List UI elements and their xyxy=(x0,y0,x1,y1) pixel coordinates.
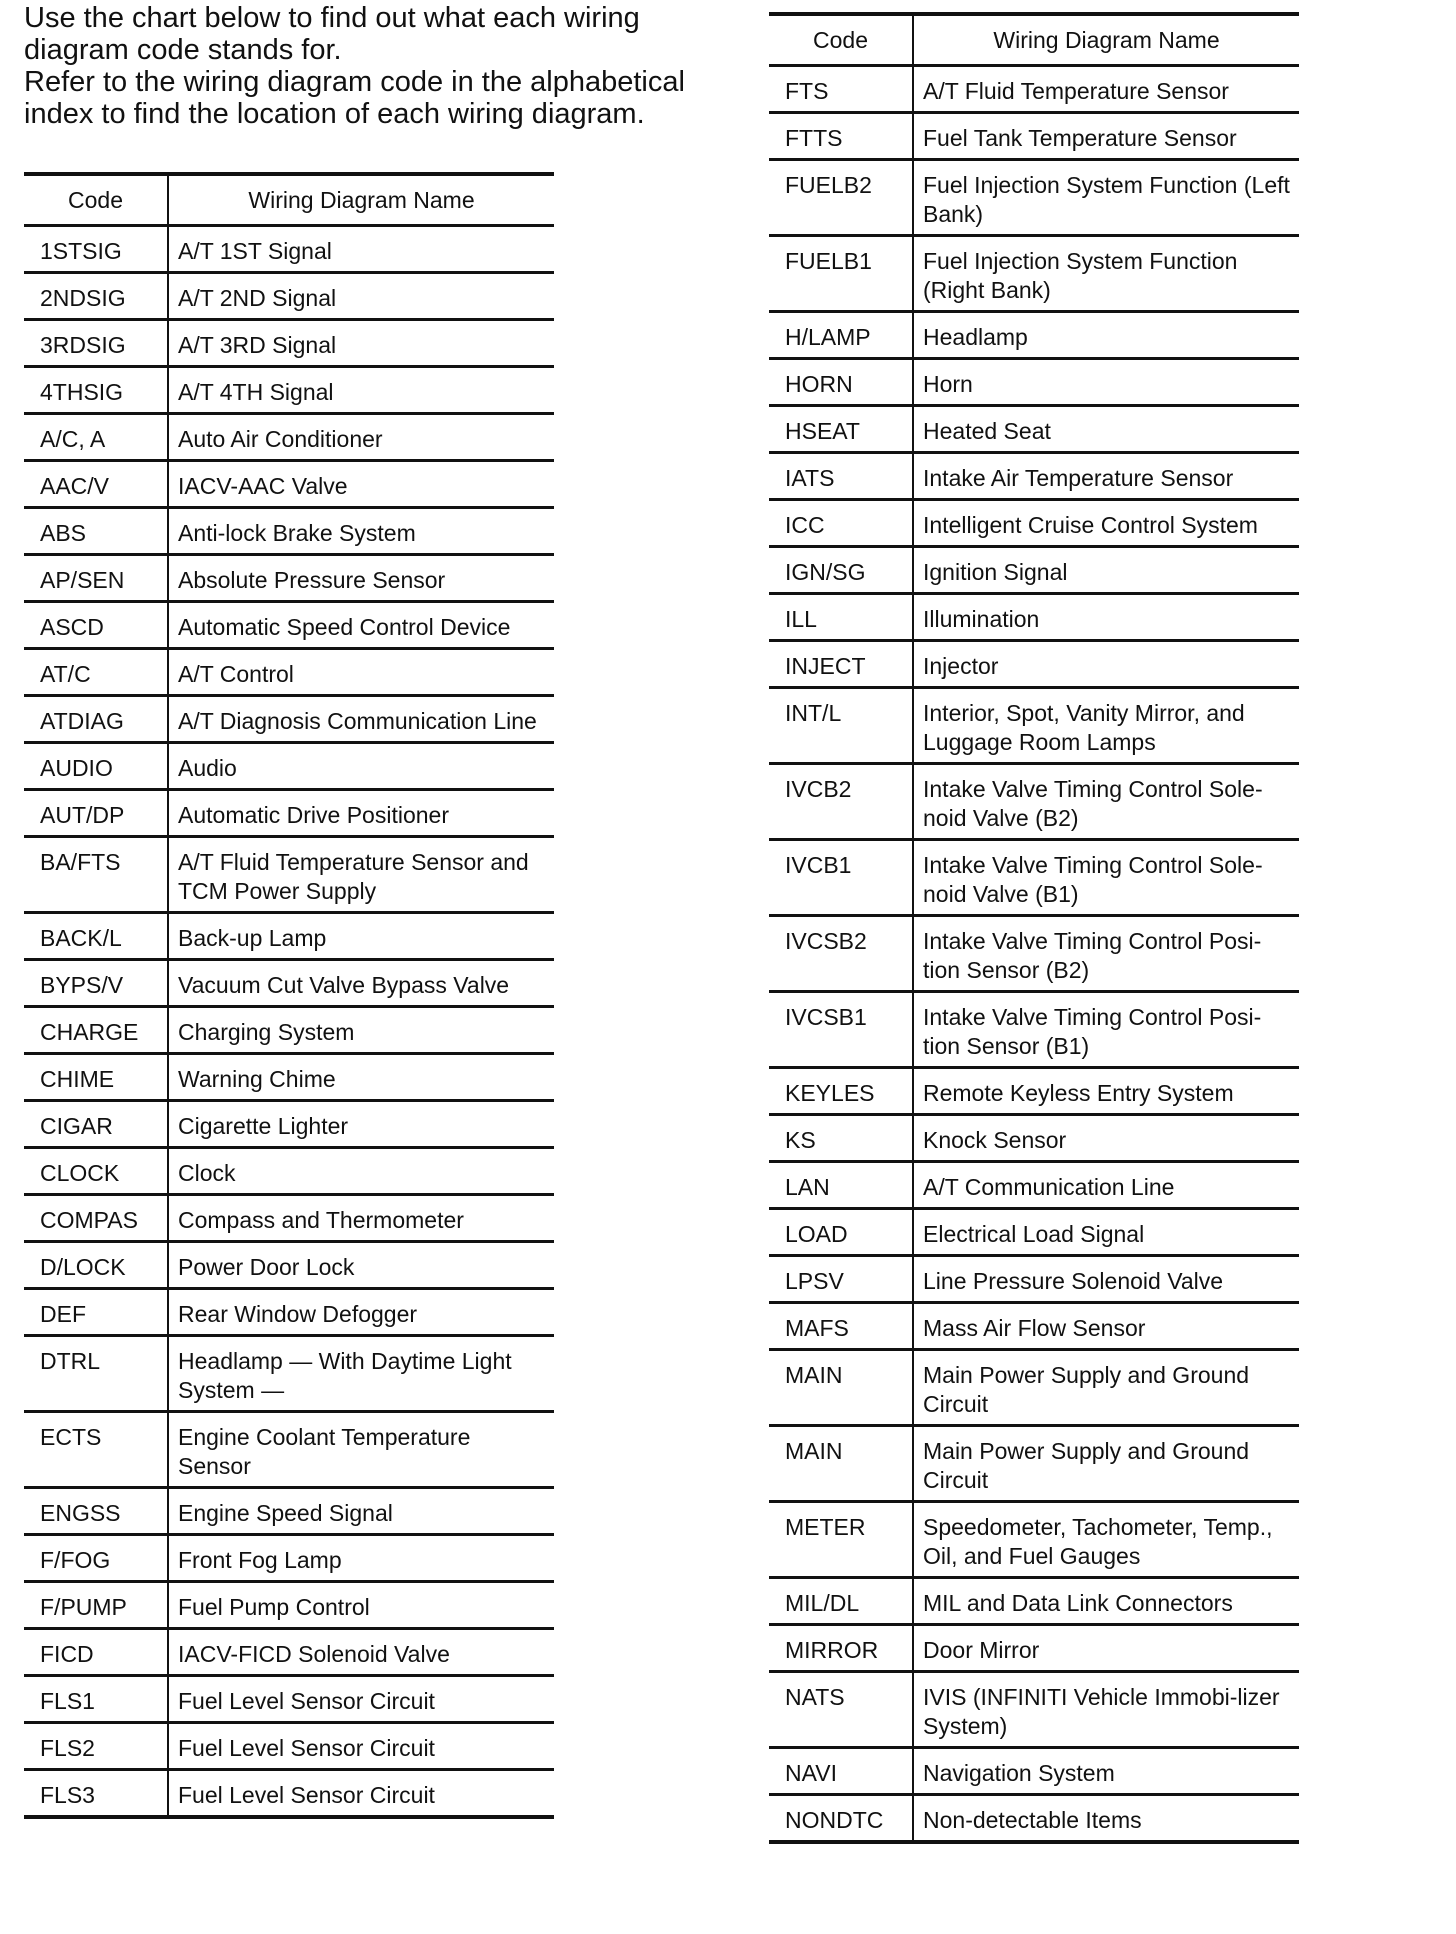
column-header-code: Code xyxy=(769,14,913,66)
table-row xyxy=(769,764,1299,840)
wiring-diagram-name: Main Power Supply and Ground Circuit xyxy=(913,1426,1299,1502)
wiring-code: F/PUMP xyxy=(24,1582,168,1629)
wiring-code: ENGSS xyxy=(24,1488,168,1535)
wiring-diagram-name: Auto Air Conditioner xyxy=(168,414,554,461)
wiring-diagram-name: Injector xyxy=(913,641,1299,688)
table-row xyxy=(769,160,1299,236)
wiring-diagram-name: A/T Communication Line xyxy=(913,1162,1299,1209)
table-row xyxy=(24,555,554,602)
wiring-code: 1STSIG xyxy=(24,226,168,273)
wiring-diagram-name: A/T 1ST Signal xyxy=(168,226,554,273)
table-row xyxy=(24,1101,554,1148)
table-row xyxy=(769,641,1299,688)
wiring-diagram-name: Intake Valve Timing Control Posi-tion Sensor (B1) xyxy=(913,992,1299,1068)
wiring-code: F/FOG xyxy=(24,1535,168,1582)
wiring-code: FLS1 xyxy=(24,1676,168,1723)
wiring-diagram-name: Intake Valve Timing Control Posi-tion Sensor (B2) xyxy=(913,916,1299,992)
wiring-code: LAN xyxy=(769,1162,913,1209)
wiring-code: HSEAT xyxy=(769,406,913,453)
wiring-diagram-name: Illumination xyxy=(913,594,1299,641)
table-row xyxy=(24,414,554,461)
wiring-code: ASCD xyxy=(24,602,168,649)
table-row xyxy=(769,406,1299,453)
wiring-diagram-name: Intelligent Cruise Control System xyxy=(913,500,1299,547)
wiring-code: IVCSB2 xyxy=(769,916,913,992)
table-row xyxy=(24,1676,554,1723)
column-header-name: Wiring Diagram Name xyxy=(168,174,554,226)
wiring-diagram-name: Speedometer, Tachometer, Temp., Oil, and Fuel Gauges xyxy=(913,1502,1299,1578)
table-row xyxy=(769,1672,1299,1748)
wiring-code: BA/FTS xyxy=(24,837,168,913)
wiring-code: CLOCK xyxy=(24,1148,168,1195)
wiring-diagram-name: Interior, Spot, Vanity Mirror, and Luggage Room Lamps xyxy=(913,688,1299,764)
wiring-code: FTTS xyxy=(769,113,913,160)
table-row xyxy=(24,837,554,913)
wiring-diagram-name: Fuel Tank Temperature Sensor xyxy=(913,113,1299,160)
wiring-diagram-name: Compass and Thermometer xyxy=(168,1195,554,1242)
wiring-code: DEF xyxy=(24,1289,168,1336)
table-row xyxy=(24,1195,554,1242)
wiring-code: FLS2 xyxy=(24,1723,168,1770)
table-row xyxy=(24,1336,554,1412)
wiring-code: BACK/L xyxy=(24,913,168,960)
wiring-diagram-name: Fuel Pump Control xyxy=(168,1582,554,1629)
wiring-diagram-name: Automatic Drive Positioner xyxy=(168,790,554,837)
wiring-diagram-name: A/T 4TH Signal xyxy=(168,367,554,414)
wiring-diagram-name: Rear Window Defogger xyxy=(168,1289,554,1336)
wiring-code: MAFS xyxy=(769,1303,913,1350)
wiring-diagram-name: Main Power Supply and Ground Circuit xyxy=(913,1350,1299,1426)
wiring-code: CIGAR xyxy=(24,1101,168,1148)
wiring-diagram-name: Navigation System xyxy=(913,1748,1299,1795)
wiring-diagram-name: Non-detectable Items xyxy=(913,1795,1299,1843)
wiring-code: H/LAMP xyxy=(769,312,913,359)
wiring-diagram-name: MIL and Data Link Connectors xyxy=(913,1578,1299,1625)
wiring-diagram-name: IACV-FICD Solenoid Valve xyxy=(168,1629,554,1676)
table-row xyxy=(24,1629,554,1676)
table-row xyxy=(769,1162,1299,1209)
wiring-code: KEYLES xyxy=(769,1068,913,1115)
wiring-code: D/LOCK xyxy=(24,1242,168,1289)
table-row xyxy=(769,1748,1299,1795)
wiring-code: FLS3 xyxy=(24,1770,168,1818)
wiring-code: LOAD xyxy=(769,1209,913,1256)
wiring-diagram-name: A/T Fluid Temperature Sensor and TCM Power Supply xyxy=(168,837,554,913)
table-row xyxy=(24,913,554,960)
wiring-code: HORN xyxy=(769,359,913,406)
wiring-code: FUELB2 xyxy=(769,160,913,236)
wiring-code: IGN/SG xyxy=(769,547,913,594)
table-row xyxy=(769,840,1299,916)
wiring-diagram-name: Headlamp — With Daytime Light System — xyxy=(168,1336,554,1412)
wiring-diagram-name: Electrical Load Signal xyxy=(913,1209,1299,1256)
wiring-diagram-name: Absolute Pressure Sensor xyxy=(168,555,554,602)
table-row xyxy=(769,1068,1299,1115)
table-row xyxy=(769,1795,1299,1843)
wiring-diagram-name: Headlamp xyxy=(913,312,1299,359)
wiring-code: METER xyxy=(769,1502,913,1578)
wiring-code: BYPS/V xyxy=(24,960,168,1007)
table-row xyxy=(769,1256,1299,1303)
wiring-code: AT/C xyxy=(24,649,168,696)
wiring-diagram-name: Fuel Level Sensor Circuit xyxy=(168,1770,554,1818)
table-row xyxy=(769,1350,1299,1426)
wiring-diagram-name: Intake Valve Timing Control Sole-noid Valve (B1) xyxy=(913,840,1299,916)
wiring-diagram-name: Fuel Level Sensor Circuit xyxy=(168,1676,554,1723)
wiring-code: IVCB1 xyxy=(769,840,913,916)
wiring-diagram-name: Power Door Lock xyxy=(168,1242,554,1289)
table-row xyxy=(769,113,1299,160)
wiring-diagram-name: Clock xyxy=(168,1148,554,1195)
table-row xyxy=(24,1488,554,1535)
wiring-diagram-name: Door Mirror xyxy=(913,1625,1299,1672)
wiring-code: NATS xyxy=(769,1672,913,1748)
wiring-code: FUELB1 xyxy=(769,236,913,312)
column-header-name: Wiring Diagram Name xyxy=(913,14,1299,66)
wiring-code: ABS xyxy=(24,508,168,555)
table-row xyxy=(24,1242,554,1289)
wiring-diagram-name: Ignition Signal xyxy=(913,547,1299,594)
wiring-diagram-name: Charging System xyxy=(168,1007,554,1054)
wiring-code: AUT/DP xyxy=(24,790,168,837)
table-row xyxy=(24,696,554,743)
wiring-code: AP/SEN xyxy=(24,555,168,602)
wiring-code: NONDTC xyxy=(769,1795,913,1843)
table-row xyxy=(24,1054,554,1101)
wiring-code: IVCSB1 xyxy=(769,992,913,1068)
wiring-diagram-name: Fuel Injection System Function (Right Bank) xyxy=(913,236,1299,312)
table-row xyxy=(24,1148,554,1195)
table-row xyxy=(769,1426,1299,1502)
wiring-diagram-name: IVIS (INFINITI Vehicle Immobi-lizer System) xyxy=(913,1672,1299,1748)
wiring-diagram-name: A/T Fluid Temperature Sensor xyxy=(913,66,1299,113)
intro-text xyxy=(24,2,704,130)
wiring-diagram-name: Vacuum Cut Valve Bypass Valve xyxy=(168,960,554,1007)
table-row xyxy=(769,359,1299,406)
wiring-diagram-name: Mass Air Flow Sensor xyxy=(913,1303,1299,1350)
table-row xyxy=(769,992,1299,1068)
wiring-code: DTRL xyxy=(24,1336,168,1412)
column-header-code: Code xyxy=(24,174,168,226)
wiring-diagram-name: Engine Speed Signal xyxy=(168,1488,554,1535)
wiring-code-table-left xyxy=(24,172,554,1819)
wiring-diagram-name: Remote Keyless Entry System xyxy=(913,1068,1299,1115)
wiring-diagram-name: Fuel Injection System Function (Left Bank) xyxy=(913,160,1299,236)
table-row xyxy=(24,1412,554,1488)
table-row xyxy=(769,453,1299,500)
wiring-diagram-name: Anti-lock Brake System xyxy=(168,508,554,555)
table-row xyxy=(769,1303,1299,1350)
wiring-code: ILL xyxy=(769,594,913,641)
wiring-code: IVCB2 xyxy=(769,764,913,840)
table-row xyxy=(769,916,1299,992)
table-row xyxy=(24,320,554,367)
table-row xyxy=(769,236,1299,312)
table-row xyxy=(24,1007,554,1054)
wiring-code: CHARGE xyxy=(24,1007,168,1054)
wiring-code: AUDIO xyxy=(24,743,168,790)
table-row xyxy=(769,312,1299,359)
wiring-code: FICD xyxy=(24,1629,168,1676)
wiring-diagram-name: A/T 2ND Signal xyxy=(168,273,554,320)
intro-line-1: Use the chart below to find out what each wiring diagram code stands for. xyxy=(24,2,640,66)
table-row xyxy=(769,594,1299,641)
wiring-diagram-name: Line Pressure Solenoid Valve xyxy=(913,1256,1299,1303)
wiring-diagram-name: Warning Chime xyxy=(168,1054,554,1101)
wiring-code: 2NDSIG xyxy=(24,273,168,320)
table-header-row xyxy=(769,14,1299,66)
wiring-code: FTS xyxy=(769,66,913,113)
table-row xyxy=(24,461,554,508)
table-row xyxy=(24,960,554,1007)
wiring-diagram-name: Cigarette Lighter xyxy=(168,1101,554,1148)
wiring-code: MIL/DL xyxy=(769,1578,913,1625)
wiring-diagram-name: Intake Valve Timing Control Sole-noid Valve (B2) xyxy=(913,764,1299,840)
table-row xyxy=(24,1289,554,1336)
wiring-code: ATDIAG xyxy=(24,696,168,743)
wiring-diagram-name: Horn xyxy=(913,359,1299,406)
wiring-code: MAIN xyxy=(769,1350,913,1426)
wiring-diagram-name: Back-up Lamp xyxy=(168,913,554,960)
intro-line-2: Refer to the wiring diagram code in the alphabetical index to find the location of each wiring diagram. xyxy=(24,66,685,130)
wiring-diagram-name: Automatic Speed Control Device xyxy=(168,602,554,649)
wiring-code: MIRROR xyxy=(769,1625,913,1672)
wiring-diagram-name: A/T Diagnosis Communication Line xyxy=(168,696,554,743)
wiring-code: INT/L xyxy=(769,688,913,764)
wiring-code: INJECT xyxy=(769,641,913,688)
wiring-diagram-name: Heated Seat xyxy=(913,406,1299,453)
wiring-code: CHIME xyxy=(24,1054,168,1101)
wiring-code: ECTS xyxy=(24,1412,168,1488)
wiring-diagram-name: IACV-AAC Valve xyxy=(168,461,554,508)
table-row xyxy=(769,500,1299,547)
wiring-code-table-right xyxy=(769,12,1299,1844)
table-row xyxy=(769,1625,1299,1672)
wiring-diagram-name: Knock Sensor xyxy=(913,1115,1299,1162)
table-row xyxy=(24,1770,554,1818)
table-row xyxy=(769,66,1299,113)
table-row xyxy=(24,367,554,414)
table-row xyxy=(769,1209,1299,1256)
table-row xyxy=(769,547,1299,594)
table-row xyxy=(769,1502,1299,1578)
wiring-code: MAIN xyxy=(769,1426,913,1502)
table-row xyxy=(24,1535,554,1582)
wiring-diagram-name: Front Fog Lamp xyxy=(168,1535,554,1582)
table-header-row xyxy=(24,174,554,226)
wiring-code: NAVI xyxy=(769,1748,913,1795)
table-row xyxy=(769,1115,1299,1162)
wiring-diagram-name: A/T 3RD Signal xyxy=(168,320,554,367)
wiring-code: ICC xyxy=(769,500,913,547)
table-row xyxy=(24,790,554,837)
table-row xyxy=(24,602,554,649)
wiring-diagram-name: Intake Air Temperature Sensor xyxy=(913,453,1299,500)
table-row xyxy=(24,1723,554,1770)
wiring-code: KS xyxy=(769,1115,913,1162)
table-row xyxy=(24,743,554,790)
wiring-code: LPSV xyxy=(769,1256,913,1303)
table-row xyxy=(24,273,554,320)
wiring-code: COMPAS xyxy=(24,1195,168,1242)
wiring-code: AAC/V xyxy=(24,461,168,508)
wiring-code: 4THSIG xyxy=(24,367,168,414)
table-row xyxy=(24,226,554,273)
table-row xyxy=(769,688,1299,764)
table-row xyxy=(24,1582,554,1629)
table-row xyxy=(24,649,554,696)
wiring-diagram-name: A/T Control xyxy=(168,649,554,696)
wiring-code: A/C, A xyxy=(24,414,168,461)
wiring-diagram-name: Audio xyxy=(168,743,554,790)
wiring-diagram-name: Fuel Level Sensor Circuit xyxy=(168,1723,554,1770)
wiring-code: 3RDSIG xyxy=(24,320,168,367)
wiring-diagram-name: Engine Coolant Temperature Sensor xyxy=(168,1412,554,1488)
wiring-code: IATS xyxy=(769,453,913,500)
table-row xyxy=(24,508,554,555)
table-row xyxy=(769,1578,1299,1625)
